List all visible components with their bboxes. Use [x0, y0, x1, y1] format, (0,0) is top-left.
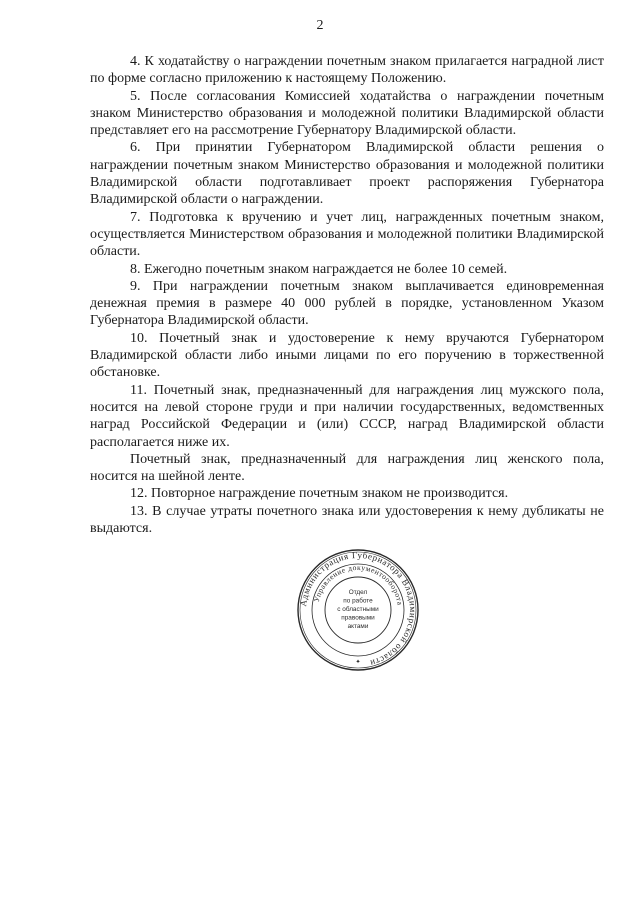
stamp-center-line: актами — [347, 623, 369, 630]
stamp-center-line: Отдел — [348, 589, 368, 596]
document-body — [90, 53, 604, 537]
stamp-center-line: по работе — [343, 597, 373, 605]
official-stamp — [296, 548, 420, 672]
stamp-center-line: правовыми — [341, 614, 375, 622]
paragraph-5: 5. После согласования Комиссией ходатайства о награждении почетным знаком Министерство образования и молодежной политики Владимирской области представляет его на рассмотрение Губернатору Владимирской области. — [90, 88, 604, 139]
paragraph-9: 9. При награждении почетным знаком выплачивается единовременная денежная премия в размере 40 000 рублей в порядке, установленном Указом Губернатора Владимирской области. — [90, 278, 604, 329]
paragraph-13: 13. В случае утраты почетного знака или удостоверения к нему дубликаты не выдаются. — [90, 503, 604, 537]
paragraph-4: 4. К ходатайству о награждении почетным знаком прилагается наградной лист по форме согласно приложению к настоящему Положению. — [90, 54, 604, 87]
stamp-inner-text: Управление документооборота — [311, 562, 405, 606]
paragraph-11: 11. Почетный знак, предназначенный для награждения лиц мужского пола, носится на левой стороне груди и при наличии государственных, ведомственных наград Российской Федерации и (или) СССР, наград Владимирской области располагается ниже их. — [90, 382, 604, 450]
stamp-outer-text: Администрация Губернатора Владимирской области — [298, 549, 419, 669]
paragraph-10: 10. Почетный знак и удостоверение к нему вручаются Губернатором Владимирской области либо иными лицами по его поручению в торжественной обстановке. — [90, 330, 604, 381]
paragraph-8: 8. Ежегодно почетным знаком награждается не более 10 семей. — [130, 261, 508, 277]
paragraph-12: 12. Повторное награждение почетным знаком не производится. — [130, 486, 509, 502]
stamp-star-icon: ✦ — [355, 659, 361, 666]
paragraph-6: 6. При принятии Губернатором Владимирской области решения о награждении почетным знаком Министерство образования и молодежной политики Владимирской области подготавливает проект распоряжения Губернатора Владимирской области о награждении. — [90, 140, 604, 208]
page-number: 2 — [316, 18, 324, 33]
paragraph-7: 7. Подготовка к вручению и учет лиц, награжденных почетным знаком, осуществляется Министерством образования и молодежной политики Владимирской области. — [90, 209, 604, 260]
stamp-center-line: с областными — [337, 606, 379, 613]
paragraph-11-women: Почетный знак, предназначенный для награждения лиц женского пола, носится на шейной ленте. — [90, 451, 604, 485]
